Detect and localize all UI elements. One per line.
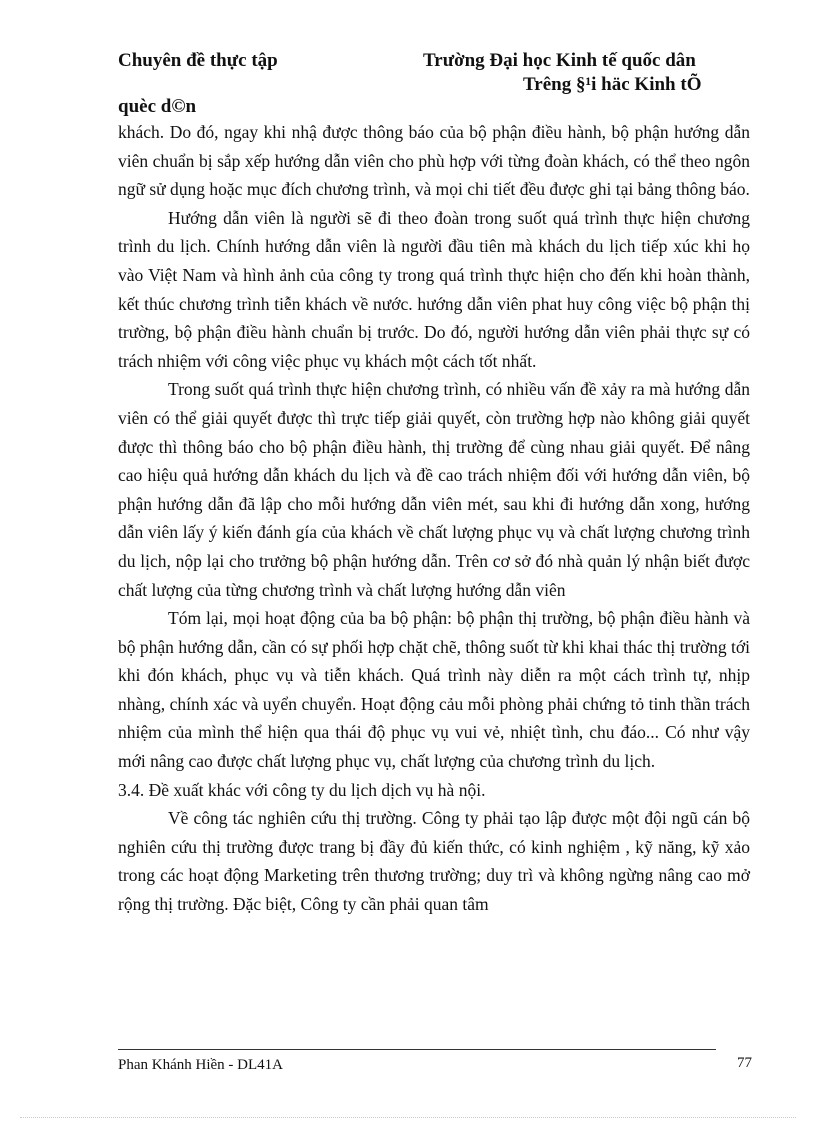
header-university: Trường Đại học Kinh tế quốc dân	[423, 50, 696, 71]
paragraph: Hướng dẫn viên là người sẽ đi theo đoàn trong suốt quá trình thực hiện chương trình du lịch. Chính hướng dẫn viên là người đầu tiên mà khách du lịch tiếp xúc khi họ vào Việt Nam và hình ảnh của công ty trong quá trình thực hiện cho đến khi hoàn thành, kết thúc chương trình tiễn khách về nước. hướng dẫn viên phat huy công việc bộ phận thị trường, bộ phận điều hành chuẩn bị trước. Do đó, người hướng dẫn viên phải thực sự có trách nhiệm với công việc phục vụ khách một cách tốt nhất.	[118, 207, 750, 371]
footer-divider	[118, 1049, 716, 1050]
header-university-garbled-continuation: quèc d©n	[118, 96, 197, 117]
paragraph: Về công tác nghiên cứu thị trường. Công ty phải tạo lập được một đội ngũ cán bộ nghiên cứu thị trường được trang bị đầy đủ kiến thức, có kinh nghiệm , kỹ năng, kỹ xảo trong các hoạt động Marketing trên thương trường; duy trì và không ngừng nâng cao mở rộng thị trường. Đặc biệt, Công ty cần phải quan tâm	[118, 808, 750, 915]
page-number: 77	[737, 1055, 752, 1071]
header-university-garbled: Trêng §¹i häc Kinh tÕ	[523, 74, 702, 95]
body-text	[118, 118, 750, 919]
paragraph: khách. Do đó, ngay khi nhậ được thông báo của bộ phận điều hành, bộ phận hướng dẫn viên chuẩn bị sắp xếp hướng dẫn viên cho phù hợp với từng đoàn khách, có thể theo ngôn ngữ sử dụng hoặc mục đích chương trình, và mọi chi tiết đều được ghi tại bảng thông báo.	[118, 122, 750, 200]
paragraph: Tóm lại, mọi hoạt động của ba bộ phận: bộ phận thị trường, bộ phận điều hành và bộ phận hướng dẫn, cần có sự phối hợp chặt chẽ, thông suốt từ khi khai thác thị trường tới khi đón khách, phục vụ và tiễn khách. Quá trình này diễn ra một cách trình tự, nhịp nhàng, chính xác và uyển chuyển. Hoạt động cảu mỗi phòng phải chứng tỏ tinh thần trách nhiệm của mình thể hiện qua thái độ phục vụ vui vẻ, nhiệt tình, chu đáo... Có như vậy mới nâng cao được chất lượng phục vụ, chất lượng của chương trình du lịch.	[118, 608, 750, 772]
page-bottom-edge	[20, 1117, 796, 1118]
paragraph: Trong suốt quá trình thực hiện chương trình, có nhiều vấn đề xảy ra mà hướng dẫn viên có thể giải quyết được thì trực tiếp giải quyết, còn trường hợp nào không giải quyết được thì thông báo cho bộ phận điều hành, thị trường để cùng nhau giải quyết. Để nâng cao hiệu quả hướng dẫn khách du lịch và đề cao trách nhiệm đối với hướng dẫn viên, bộ phận hướng dẫn đã lập cho mỗi hướng dẫn viên mét, sau khi đi hướng dẫn xong, hướng dẫn viên lấy ý kiến đánh gía của khách về chất lượng phục vụ và chất lượng chương trình du lịch, nộp lại cho trưởng bộ phận hướng dẫn. Trên cơ sở đó nhà quản lý nhận biết được chất lượng của từng chương trình và chất lượng hướng dẫn viên	[118, 379, 750, 600]
header-course-title: Chuyên đề thực tập	[118, 50, 278, 71]
footer-author: Phan Khánh Hiền - DL41A	[118, 1057, 283, 1073]
section-heading: 3.4. Đề xuất khác với công ty du lịch dịch vụ hà nội.	[118, 779, 486, 800]
